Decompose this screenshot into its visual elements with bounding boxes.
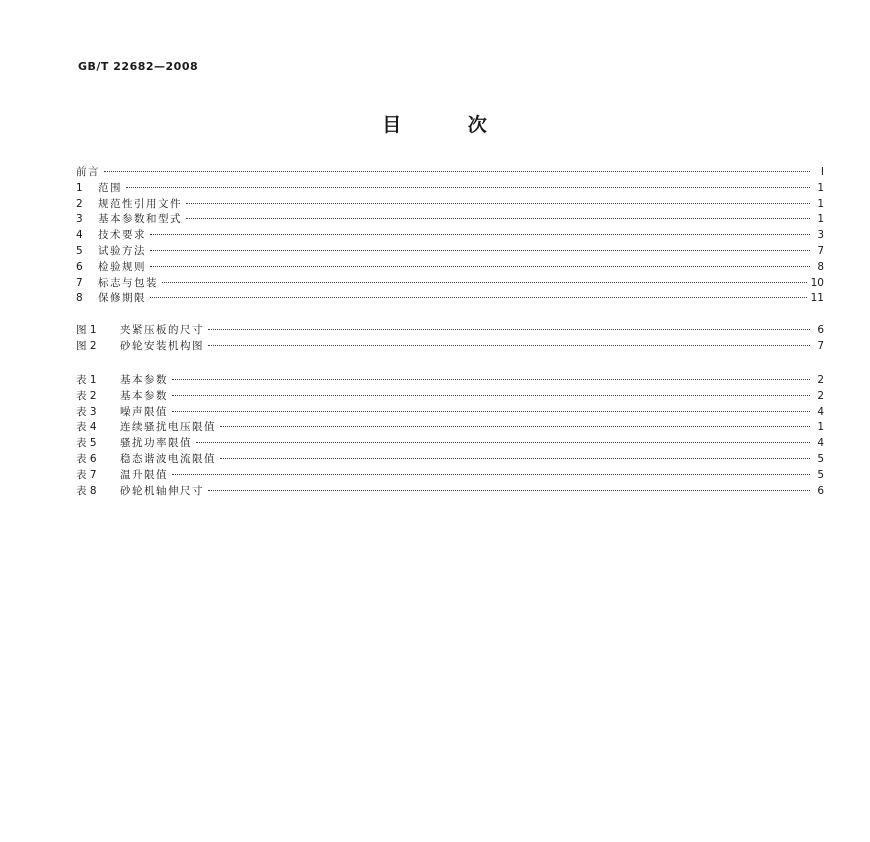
toc-entry-number: 图 1 [76,324,97,336]
toc-entry-page: 1 [817,181,824,194]
toc-entry-page: I [820,166,824,178]
toc-leader-dots [208,329,810,330]
toc-leader-dots [150,250,810,251]
toc-entry-page: 6 [817,324,824,336]
toc-entry[interactable] [76,228,824,244]
standard-code: GB/T 22682—2008 [78,60,199,73]
toc-entry-number: 7 [76,276,83,289]
toc-entry-title: 稳态谐波电流限值 [120,452,216,465]
toc-figures-list [76,323,824,355]
toc-leader-dots [104,171,810,172]
toc-tables-list [76,373,824,499]
toc-entry-title: 规范性引用文件 [98,197,182,210]
toc-table-entry[interactable] [76,484,824,500]
toc-entry-page: 1 [817,197,824,210]
toc-entry-title: 范围 [98,181,122,194]
toc-entry-page: 4 [817,437,824,450]
toc-entry-page: 10 [810,276,824,289]
toc-table-entry[interactable] [76,436,824,452]
toc-sections-list [76,165,824,307]
toc-entry-page: 6 [817,484,824,497]
toc-entry-page: 1 [817,421,824,434]
toc-leader-dots [172,474,810,475]
toc-leader-dots [172,395,810,396]
toc-entry-number: 1 [76,181,83,194]
toc-leader-dots [186,203,810,204]
toc-entry-title: 基本参数和型式 [98,213,182,226]
toc-entry-page: 5 [817,452,824,465]
toc-leader-dots [150,297,807,298]
toc-entry-title: 噪声限值 [120,405,168,418]
toc-entry[interactable] [76,165,824,181]
toc-entry-page: 7 [817,339,824,352]
toc-entry-page: 1 [817,213,824,226]
toc-leader-dots [150,266,810,267]
toc-entry-number: 2 [76,197,83,210]
toc-leader-dots [196,442,810,443]
toc-entry-number: 表 1 [76,374,97,386]
toc-table-entry[interactable] [76,468,824,484]
toc-entry-page: 7 [817,244,824,257]
toc-entry-number: 表 8 [76,484,97,497]
toc-entry-title: 骚扰功率限值 [120,437,192,450]
toc-entry-title: 夹紧压板的尺寸 [120,324,204,336]
toc-entry-page: 11 [810,292,824,305]
toc-entry-title: 基本参数 [120,389,168,402]
toc-title: 目 次 [382,114,488,136]
toc-leader-dots [208,345,810,346]
toc-leader-dots [162,282,807,283]
toc-entry-title: 标志与包装 [98,276,158,289]
toc-entry-number: 6 [76,260,83,273]
toc-entry-title: 保修期限 [98,292,146,305]
toc-entry-title: 前言 [76,166,100,178]
toc-entry[interactable] [76,197,824,213]
toc-leader-dots [208,490,810,491]
toc-leader-dots [220,458,810,459]
toc-entry-page: 3 [817,229,824,242]
toc-entry-title: 砂轮安装机构图 [120,339,204,352]
toc-entry-title: 技术要求 [98,229,146,242]
toc-leader-dots [126,187,810,188]
toc-leader-dots [220,426,810,427]
toc-entry-number: 5 [76,244,83,257]
toc-entry-title: 连续骚扰电压限值 [120,421,216,434]
toc-leader-dots [186,218,810,219]
toc-table-entry[interactable] [76,420,824,436]
toc-entry[interactable] [76,212,824,228]
toc-entry[interactable] [76,244,824,260]
toc-leader-dots [172,379,810,380]
toc-table-entry[interactable] [76,389,824,405]
toc-entry-page: 2 [817,374,824,386]
toc-entry-number: 表 4 [76,421,97,434]
toc-entry-number: 4 [76,229,83,242]
toc-entry-title: 砂轮机轴伸尺寸 [120,484,204,497]
toc-entry-page: 2 [817,389,824,402]
toc-entry[interactable] [76,260,824,276]
toc-entry-title: 温升限值 [120,468,168,481]
toc-entry-number: 3 [76,213,83,226]
toc-entry-page: 5 [817,468,824,481]
toc-entry-page: 4 [817,405,824,418]
toc-entry-title: 检验规则 [98,260,146,273]
toc-table-entry[interactable] [76,405,824,421]
toc-entry[interactable] [76,291,824,307]
toc-entry-number: 表 6 [76,452,97,465]
toc-entry[interactable] [76,276,824,292]
toc-entry-title: 试验方法 [98,244,146,257]
toc-entry-page: 8 [817,260,824,273]
toc-entry[interactable] [76,181,824,197]
toc-figure-entry[interactable] [76,323,824,339]
toc-leader-dots [150,234,810,235]
toc-entry-number: 图 2 [76,339,97,352]
toc-entry-number: 表 7 [76,468,97,481]
toc-entry-number: 表 3 [76,405,97,418]
toc-entry-number: 表 2 [76,389,97,402]
toc-table-entry[interactable] [76,452,824,468]
toc-leader-dots [172,411,810,412]
toc-entry-number: 8 [76,292,83,305]
toc-table-entry[interactable] [76,373,824,389]
toc-figure-entry[interactable] [76,339,824,355]
toc-entry-number: 表 5 [76,437,97,450]
toc-entry-title: 基本参数 [120,374,168,386]
